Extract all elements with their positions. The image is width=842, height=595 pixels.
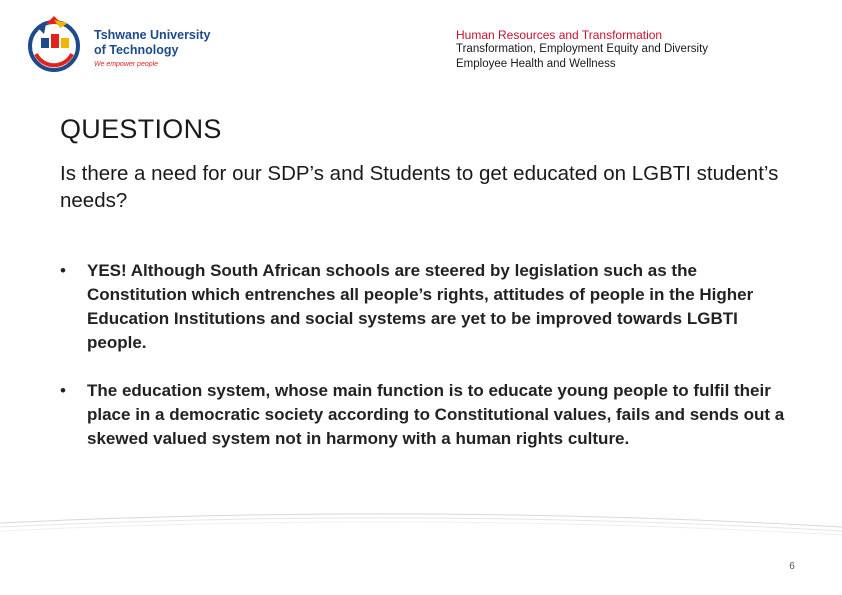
bullet-text: The education system, whose main function is to educate young people to fulfil their place in a democratic society according to Constitutional values, fails and sends out a skewed valued system not in harmony with a human rights culture.: [87, 381, 785, 448]
department-line: Employee Health and Wellness: [456, 58, 616, 70]
bullet-list: [60, 259, 785, 451]
logo-name-line-2: of Technology: [94, 43, 179, 57]
department-line: Transformation, Employment Equity and Diversity: [456, 43, 709, 55]
department-header: [456, 28, 708, 72]
logo-tagline: We empower people: [94, 61, 159, 68]
question-text: Is there a need for our SDP’s and Students to get educated on LGBTI student’s needs?: [60, 162, 779, 212]
bullet-text: YES! Although South African schools are steered by legislation such as the Constitution which entrenches all people’s rights, attitudes of people in the Higher Education Institutions and social systems are yet to be improved towards LGBTI people.: [87, 261, 754, 352]
bullet-item: [60, 379, 785, 451]
logo-wordmark: [94, 28, 210, 70]
page-number: 6: [789, 561, 795, 572]
slide-heading: QUESTIONS: [60, 114, 222, 144]
logo-name-line-1: Tshwane University: [94, 28, 211, 42]
logo-emblem-icon: [24, 14, 90, 74]
bullet-item: [60, 259, 785, 355]
footer-swoosh-decoration: [0, 505, 842, 595]
bullet-dot-icon: •: [60, 381, 66, 400]
bullet-dot-icon: •: [60, 261, 66, 280]
university-logo: [24, 14, 214, 74]
department-title: Human Resources and Transformation: [456, 28, 663, 42]
